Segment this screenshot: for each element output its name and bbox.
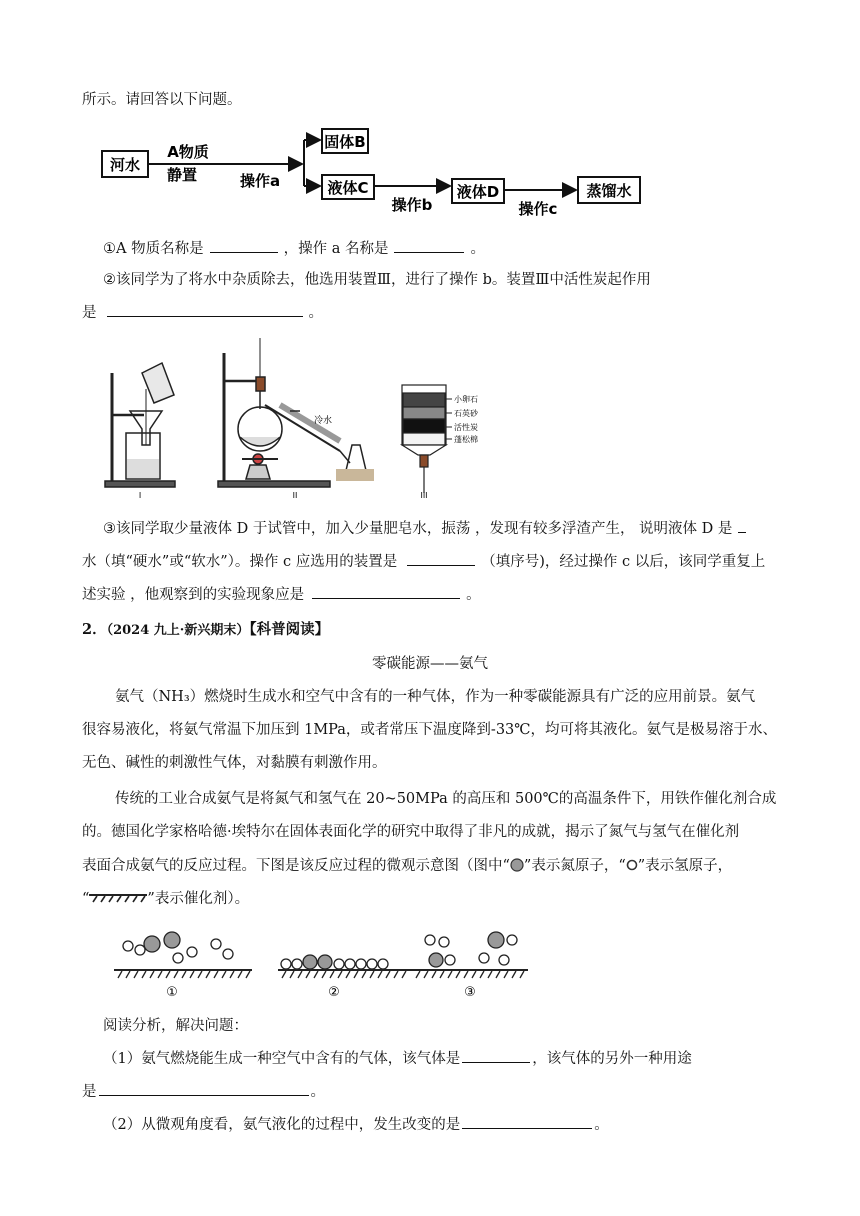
settle-label: 静置: [166, 166, 198, 184]
micro-label-3: ③: [464, 985, 476, 1000]
question-3: ③该同学取少量液体 D 于试管中，加入少量肥皂水，振荡 ，发现有较多浮渣产生， 说明液体 D 是: [103, 518, 752, 539]
layer-quartz-sand: 石英砂: [454, 409, 478, 418]
answer-blank-micro-change[interactable]: [462, 1114, 592, 1129]
cold-water-label: 冷水: [313, 416, 333, 426]
op-a-label: 操作a: [239, 172, 281, 190]
a-substance-label: A物质: [167, 143, 209, 161]
nitrogen-atom-icon: [510, 858, 524, 872]
layer-cotton: 蓬松棉: [454, 435, 478, 444]
sub-question-2: （2）从微观角度看，氨气液化的过程中，发生改变的是 。: [103, 1114, 609, 1135]
apparatus-label-2: II: [292, 491, 298, 500]
article-p2-line1: 传统的工业合成氨气是将氮气和氢气在 20~50MPa 的高压和 500℃的高温条件下，用铁作催化剂合成: [115, 791, 777, 807]
article-title: 零碳能源——氨气: [372, 656, 488, 672]
question-2-cont: 是 。: [82, 302, 323, 323]
op-c-label: 操作c: [518, 200, 558, 218]
river-label: 河水: [109, 156, 141, 174]
process-flow-diagram: [100, 126, 660, 221]
question-3-cont: 水（填“硬水”或“软水”）。操作 c 应选用的装置是 （填序号)，经过操作 c 以后，该同学重复上: [82, 551, 765, 572]
article-p2-line4: “ ”表示催化剂）。: [82, 891, 250, 907]
analysis-prompt: 阅读分析，解决问题：: [103, 1018, 248, 1034]
answer-blank-water-type[interactable]: [738, 518, 746, 533]
question-2: ②该同学为了将水中杂质除去，他选用装置Ⅲ，进行了操作 b。装置Ⅲ中活性炭起作用: [103, 272, 651, 288]
intro-text: 所示。请回答以下问题。: [82, 92, 242, 108]
water-filter-apparatus: [402, 385, 452, 493]
question-1: ①A 物质名称是 ，操作 a 名称是 。: [103, 238, 485, 259]
apparatus-label-3: III: [420, 491, 428, 500]
layer-activated-carbon: 活性炭: [454, 423, 478, 432]
answer-blank-phenomenon[interactable]: [312, 584, 460, 599]
question-3-cont2: 述实验 ，他观察到的实验现象应是 。: [82, 584, 481, 605]
answer-blank-gas-use[interactable]: [99, 1081, 309, 1096]
catalyst-surface-icon: [89, 893, 147, 903]
layer-pebbles: 小卵石: [454, 395, 478, 404]
answer-blank-op-a[interactable]: [394, 238, 464, 253]
micro-label-1: ①: [166, 985, 178, 1000]
problem-2-header: 2．（2024 九上·新兴期末）【科普阅读】: [82, 621, 330, 638]
sub-question-1: （1）氨气燃烧能生成一种空气中含有的气体，该气体是 ，该气体的另外一种用途: [103, 1048, 692, 1069]
filtration-apparatus: [105, 363, 175, 487]
apparatus-figure: [100, 333, 480, 501]
apparatus-label-1: I: [138, 491, 142, 500]
micro-reaction-figure: [112, 922, 532, 1002]
liquid-d-label: 液体D: [456, 183, 500, 201]
article-p1-line2: 很容易液化，将氨气常温下加压到 1MPa，或者常压下温度降到-33℃，均可将其液化。氨气是极易溶于水、: [82, 722, 777, 738]
answer-blank-gas[interactable]: [462, 1048, 530, 1063]
distilled-label: 蒸馏水: [586, 182, 632, 200]
article-p1-line1: 氨气（NH₃）燃烧时生成水和空气中含有的一种气体，作为一种零碳能源具有广泛的应用前景。氨气: [115, 689, 756, 705]
op-b-label: 操作b: [391, 196, 433, 214]
answer-blank-device-c[interactable]: [407, 551, 475, 566]
article-p1-line3: 无色、碱性的刺激性气体，对黏膜有刺激作用。: [82, 755, 387, 771]
answer-blank-carbon-role[interactable]: [107, 302, 303, 317]
answer-blank-a-substance[interactable]: [210, 238, 278, 253]
article-p2-line2: 的。德国化学家格哈德·埃特尔在固体表面化学的研究中取得了非凡的成就，揭示了氮气与氢气在催化剂: [82, 824, 740, 840]
liquid-c-label: 液体C: [327, 179, 369, 197]
hydrogen-atom-icon: [626, 859, 638, 871]
sub-question-1-cont: 是 。: [82, 1081, 325, 1102]
distillation-apparatus: [218, 338, 374, 487]
article-p2-line3: 表面合成氨气的反应过程。下图是该反应过程的微观示意图（图中“ ”表示氮原子，“ ”表示氢原子，: [82, 858, 733, 874]
micro-label-2: ②: [328, 985, 340, 1000]
solid-b-label: 固体B: [324, 133, 366, 151]
